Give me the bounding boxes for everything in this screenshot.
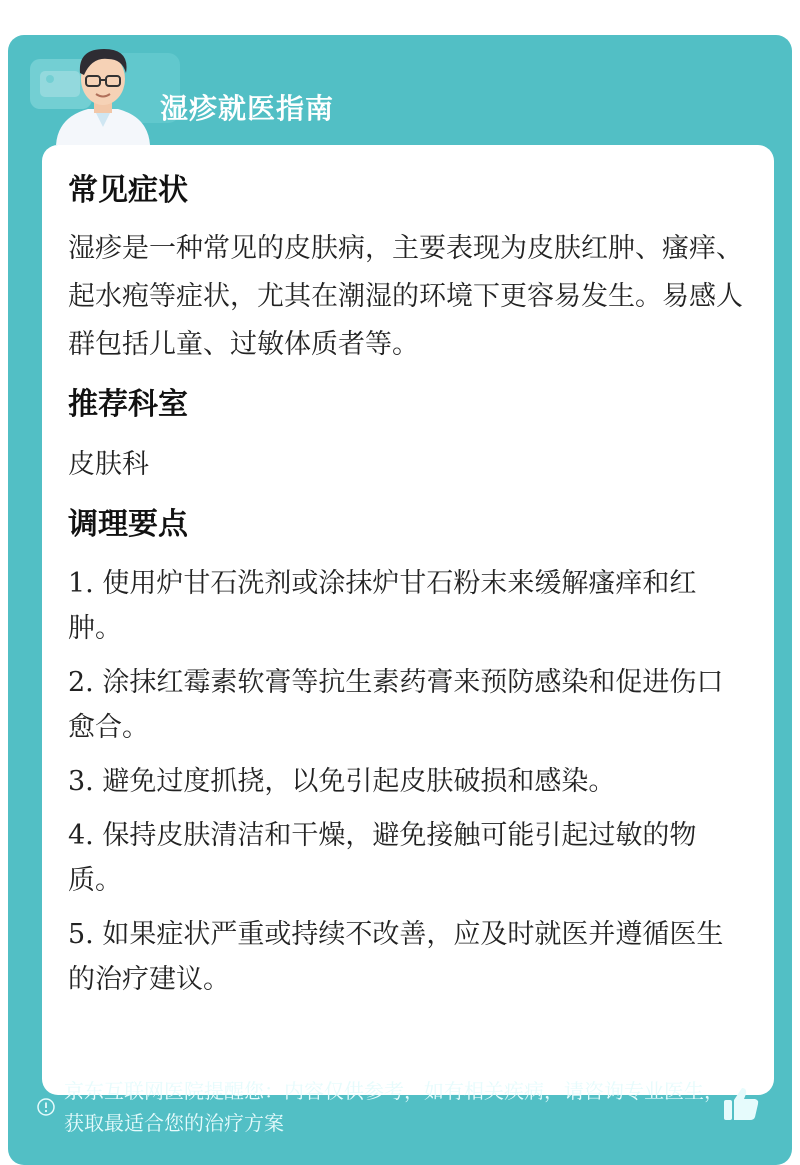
list-item	[68, 561, 748, 651]
tip-text: 涂抹红霉素软膏等抗生素药膏来预防感染和促进伤口愈合。	[68, 667, 724, 743]
tip-text: 如果症状严重或持续不改善，应及时就医并遵循医生的治疗建议。	[68, 919, 724, 995]
tip-text: 保持皮肤清洁和干燥，避免接触可能引起过敏的物质。	[68, 820, 697, 896]
list-item	[68, 759, 748, 804]
tip-number: 4.	[68, 820, 94, 851]
tip-number: 3.	[68, 766, 94, 797]
tip-number: 5.	[68, 919, 94, 950]
department-heading: 推荐科室	[68, 387, 188, 422]
disclaimer-text: 京东互联网医院提醒您：内容仅供参考，如有相关疾病，请咨询专业医生，获取最适合您的治疗方案	[64, 1079, 724, 1135]
content-panel	[42, 145, 774, 1095]
list-item	[68, 813, 748, 903]
page-title: 湿疹就医指南	[160, 92, 335, 125]
care-heading: 调理要点	[68, 507, 188, 542]
disclaimer	[36, 1075, 726, 1139]
tip-number: 1.	[68, 568, 94, 599]
symptoms-heading: 常见症状	[68, 173, 188, 208]
guide-card	[8, 35, 792, 1165]
tip-number: 2.	[68, 667, 94, 698]
tip-text: 使用炉甘石洗剂或涂抹炉甘石粉末来缓解瘙痒和红肿。	[68, 568, 697, 644]
list-item	[68, 660, 748, 750]
list-item	[68, 912, 748, 1002]
care-tips-list	[68, 561, 748, 1002]
tip-text: 避免过度抓挠，以免引起皮肤破损和感染。	[93, 766, 616, 797]
thumbs-up-icon[interactable]	[722, 1086, 760, 1122]
doctor-avatar	[48, 43, 158, 145]
symptoms-text: 湿疹是一种常见的皮肤病，主要表现为皮肤红肿、瘙痒、起水疱等症状，尤其在潮湿的环境下更容易发生。易感人群包括儿童、过敏体质者等。	[68, 233, 743, 360]
department-text: 皮肤科	[68, 449, 149, 480]
